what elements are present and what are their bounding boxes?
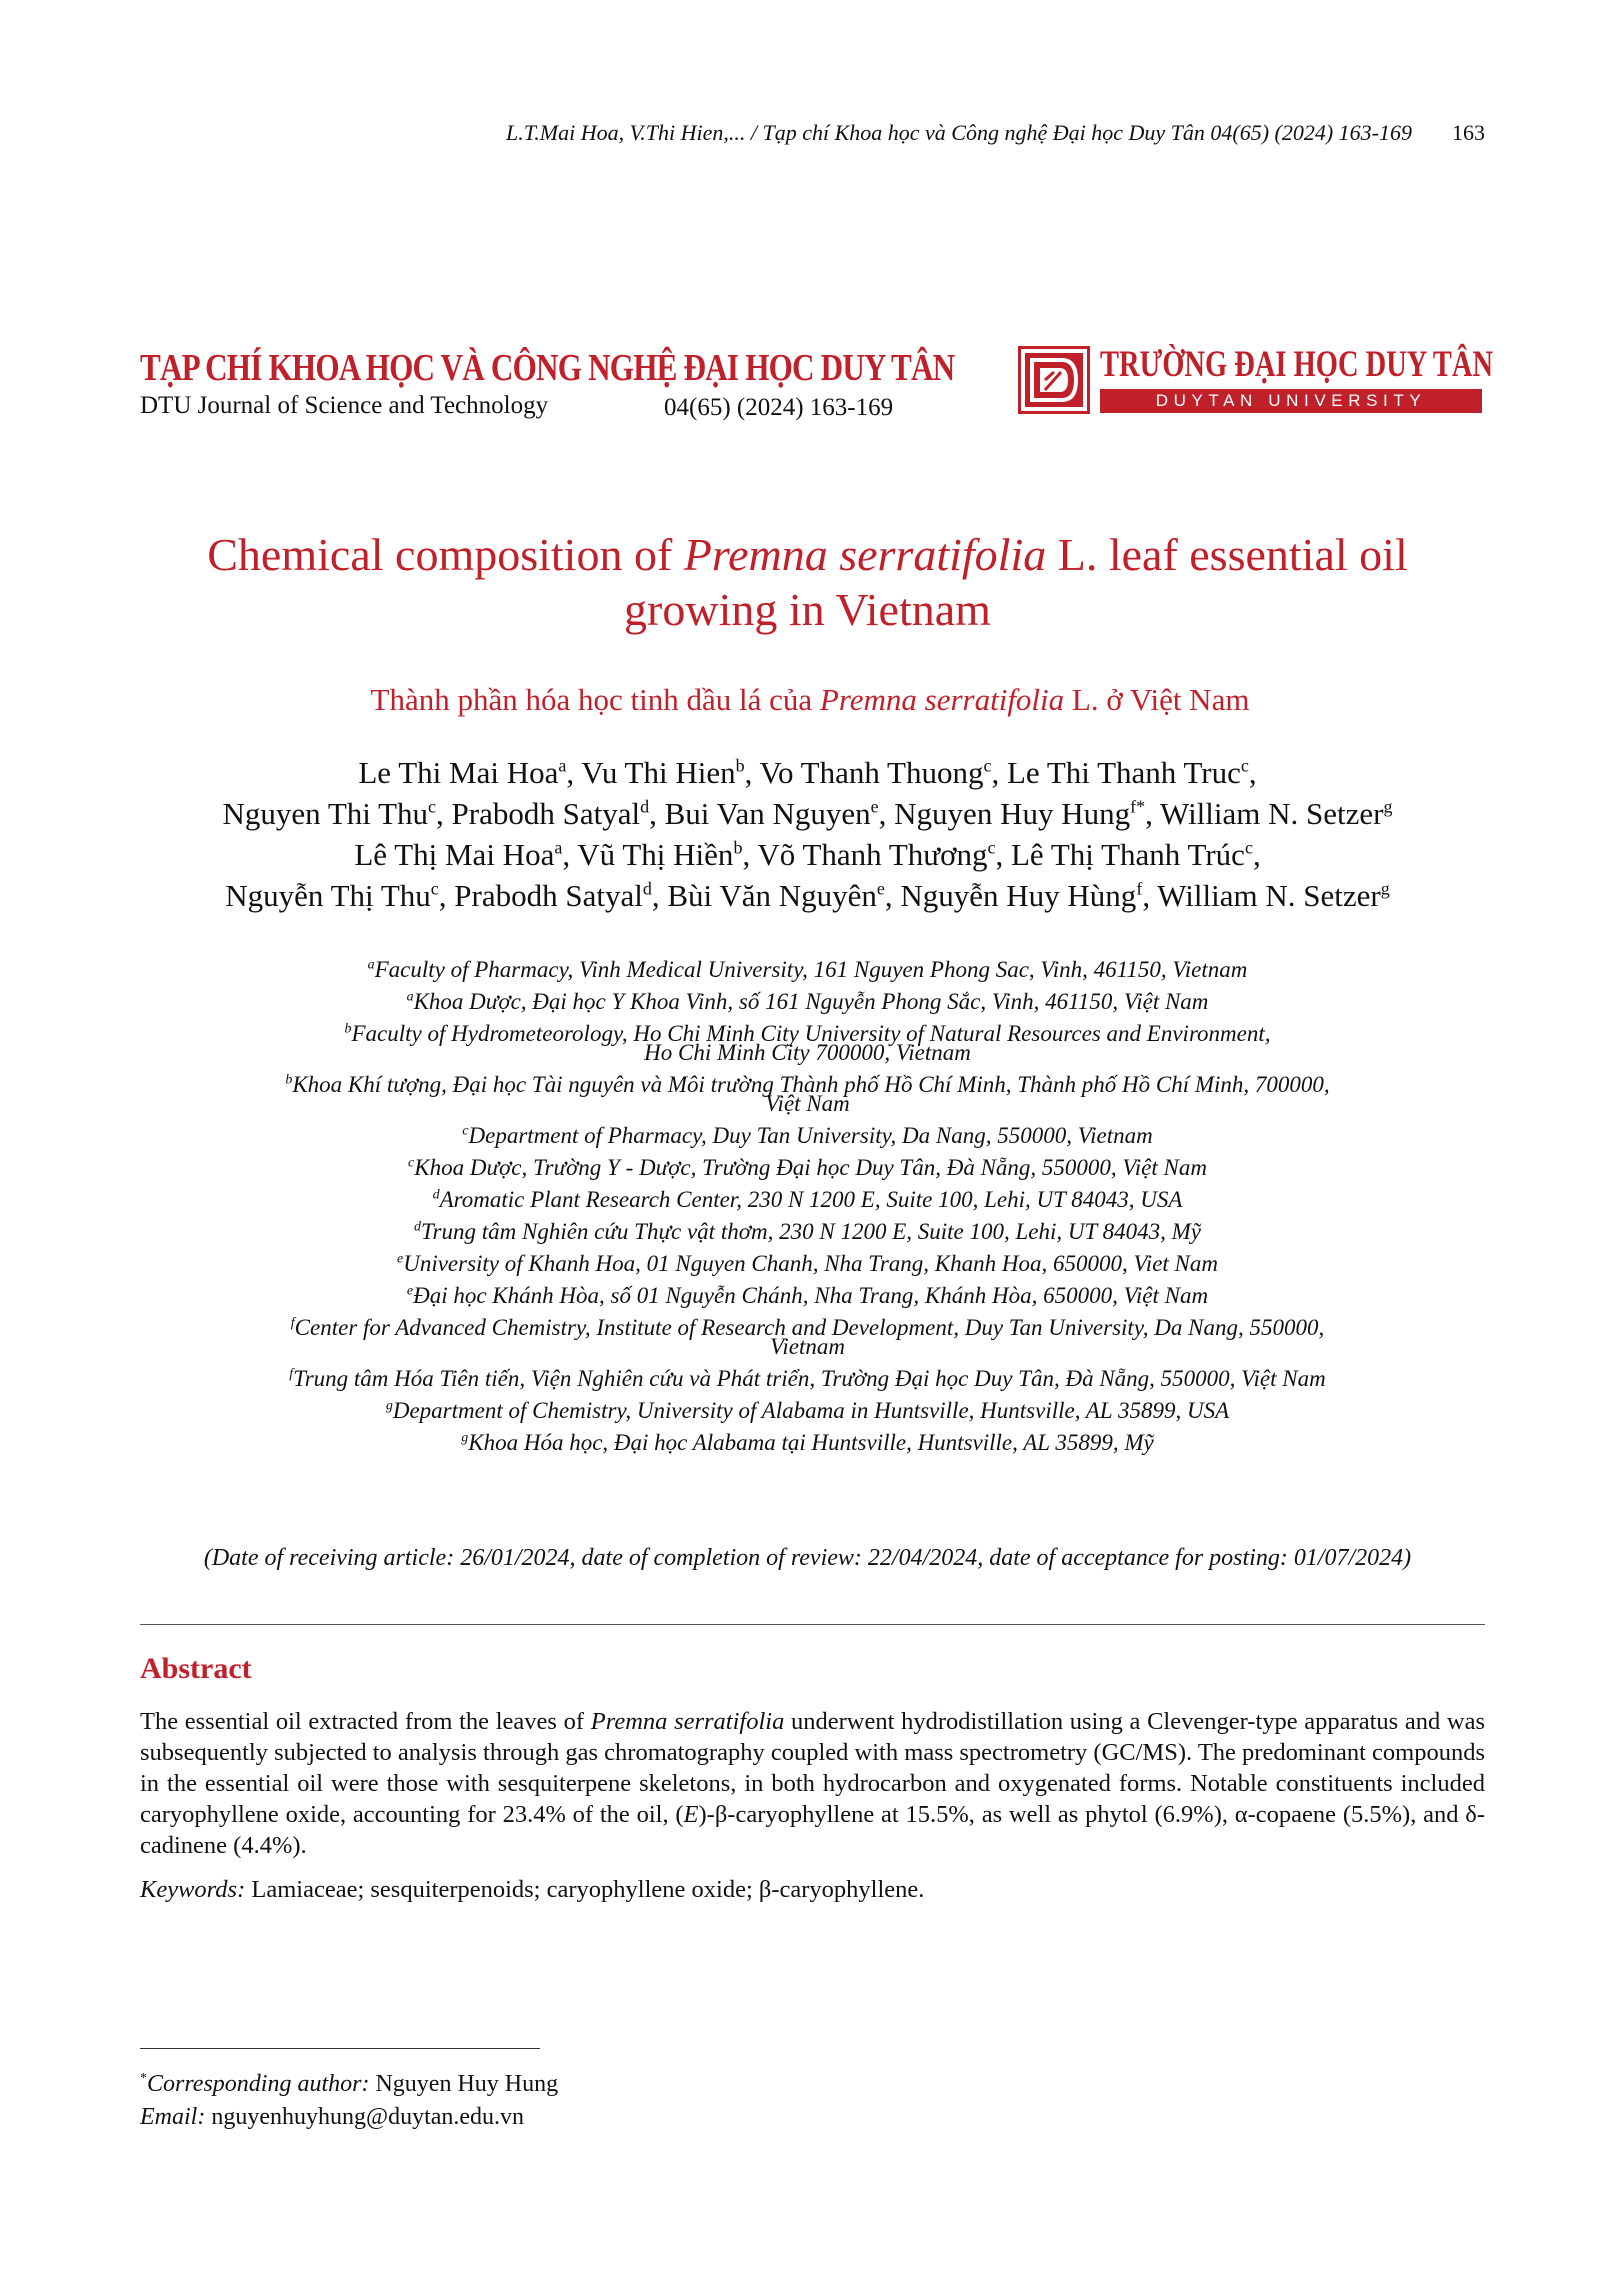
author-affiliation-mark: c bbox=[428, 796, 437, 817]
affiliation-item: $^b$Faculty of Hydrometeorology, Ho Chi Minh City University of Natural Resources and Environment, Ho Chi Minh City 700000, Vietnam bbox=[344, 1021, 1271, 1065]
university-logo-icon bbox=[1018, 346, 1090, 414]
author-name: Prabodh Satyal bbox=[454, 878, 643, 913]
university-name-en: DUYTAN UNIVERSITY bbox=[1100, 389, 1482, 413]
keywords-text: Lamiaceae; sesquiterpenoids; caryophyllene oxide; β-caryophyllene. bbox=[245, 1876, 925, 1903]
subtitle-species: Premna serratifolia bbox=[819, 682, 1065, 717]
keywords bbox=[140, 1876, 1485, 1904]
author-list bbox=[120, 752, 1495, 916]
author-name: Le Thi Thanh Truc bbox=[1006, 755, 1241, 790]
author-name: William N. Setzer bbox=[1157, 878, 1381, 913]
journal-issue: 04(65) (2024) 163-169 bbox=[664, 394, 894, 421]
affiliation-item: $^d$Trung tâm Nghiên cứu Thực vật thơm, 230 N 1200 E, Suite 100, Lehi, UT 84043, Mỹ bbox=[414, 1219, 1201, 1244]
author-name: Le Thi Mai Hoa bbox=[358, 755, 559, 790]
author-name: Nguyen Huy Hung bbox=[894, 796, 1131, 831]
article-title: Chemical composition of Premna serratifolia L. leaf essential oil growing in Vietnam bbox=[207, 529, 1408, 635]
author-affiliation-mark: b bbox=[735, 755, 745, 776]
author-affiliation-mark: g bbox=[1383, 796, 1393, 817]
footnote-divider bbox=[140, 2048, 540, 2049]
journal-title-en: DTU Journal of Science and Technology bbox=[140, 392, 549, 419]
author-name: Lê Thị Thanh Trúc bbox=[1010, 837, 1245, 872]
affiliation-item: $^f$Center for Advanced Chemistry, Institute of Research and Development, Duy Tan University, Da Nang, 550000, Vietnam bbox=[290, 1315, 1325, 1359]
title-species: Premna serratifolia bbox=[683, 529, 1047, 580]
author-affiliation-mark: c bbox=[983, 755, 992, 776]
author-name: Nguyễn Huy Hùng bbox=[900, 878, 1137, 913]
authors-en-line-1: Le Thi Mai Hoa$^a$, Vu Thi Hien$^b$, Vo Thanh Thuong$^c$, Le Thi Thanh Truc$^c$, bbox=[358, 755, 1257, 790]
author-name: William N. Setzer bbox=[1160, 796, 1384, 831]
author-affiliation-mark: c bbox=[987, 837, 996, 858]
author-name: Lê Thị Mai Hoa bbox=[354, 837, 555, 872]
author-name: Bùi Văn Nguyên bbox=[667, 878, 877, 913]
affiliation-item: $^g$Department of Chemistry, University of Alabama in Huntsville, Huntsville, AL 35899, USA bbox=[385, 1398, 1230, 1423]
page-number: 163 bbox=[1452, 120, 1485, 145]
affiliation-item: $^c$Khoa Dược, Trường Y - Dược, Trường Đại học Duy Tân, Đà Nẵng, 550000, Việt Nam bbox=[408, 1155, 1207, 1180]
author-affiliation-mark: f* bbox=[1130, 796, 1146, 817]
author-affiliation-mark: e bbox=[876, 878, 885, 899]
affiliation-item: $^g$Khoa Hóa học, Đại học Alabama tại Huntsville, Huntsville, AL 35899, Mỹ bbox=[461, 1430, 1154, 1455]
affiliation-list bbox=[150, 954, 1465, 1459]
affiliation-item: $^b$Khoa Khí tượng, Đại học Tài nguyên và Môi trường Thành phố Hồ Chí Minh, Thành phố Hồ Chí Minh, 700000, Việt Nam bbox=[285, 1072, 1330, 1116]
author-affiliation-mark: c bbox=[1244, 837, 1253, 858]
abstract-heading: Abstract bbox=[140, 1652, 252, 1685]
author-affiliation-mark: d bbox=[640, 796, 650, 817]
author-affiliation-mark: c bbox=[1240, 755, 1249, 776]
author-name: Nguyễn Thị Thu bbox=[225, 878, 431, 913]
author-affiliation-mark: g bbox=[1380, 878, 1390, 899]
author-affiliation-mark: c bbox=[430, 878, 439, 899]
author-affiliation-mark: f bbox=[1136, 878, 1143, 899]
keywords-label: Keywords: bbox=[140, 1876, 246, 1903]
affiliation-item: $^a$Khoa Dược, Đại học Y Khoa Vinh, số 161 Nguyễn Phong Sắc, Vinh, 461150, Việt Nam bbox=[406, 989, 1209, 1014]
author-name: Nguyen Thi Thu bbox=[222, 796, 429, 831]
author-name: Vo Thanh Thuong bbox=[759, 755, 984, 790]
author-name: Vu Thi Hien bbox=[581, 755, 736, 790]
author-name: Võ Thanh Thương bbox=[757, 837, 988, 872]
journal-title-vn: TẠP CHÍ KHOA HỌC VÀ CÔNG NGHỆ ĐẠI HỌC DUY TÂN bbox=[140, 347, 955, 389]
university-name-vn: TRƯỜNG ĐẠI HỌC DUY TÂN bbox=[1100, 344, 1494, 385]
affiliation-item: $^d$Aromatic Plant Research Center, 230 N 1200 E, Suite 100, Lehi, UT 84043, USA bbox=[432, 1187, 1183, 1212]
affiliation-item: $^e$Đại học Khánh Hòa, số 01 Nguyễn Chánh, Nha Trang, Khánh Hòa, 650000, Việt Nam bbox=[406, 1283, 1209, 1308]
author-affiliation-mark: d bbox=[642, 878, 652, 899]
affiliation-item: $^c$Department of Pharmacy, Duy Tan University, Da Nang, 550000, Vietnam bbox=[462, 1123, 1153, 1148]
author-name: Vũ Thị Hiền bbox=[577, 837, 734, 872]
footnote bbox=[140, 2068, 558, 2134]
author-affiliation-mark: a bbox=[554, 837, 563, 858]
authors-en-line-2: Nguyen Thi Thu$^c$, Prabodh Satyal$^d$, Bui Van Nguyen$^e$, Nguyen Huy Hung$^{f*}$, William N. Setzer$^g$ bbox=[222, 796, 1393, 831]
article-title-vn: Thành phần hóa học tinh dầu lá của Premna serratifolia L. ở Việt Nam bbox=[370, 682, 1250, 717]
authors-vn-line-2: Nguyễn Thị Thu$^c$, Prabodh Satyal$^d$, Bùi Văn Nguyên$^e$, Nguyễn Huy Hùng$^f$, William N. Setzer$^g$ bbox=[225, 878, 1390, 913]
article-dates: (Date of receiving article: 26/01/2024, date of completion of review: 22/04/2024, date of acceptance for posting: 01/07/2024) bbox=[203, 1545, 1412, 1571]
running-header bbox=[140, 120, 1485, 146]
corresponding-email[interactable]: Email: nguyenhuyhung@duytan.edu.vn bbox=[140, 2104, 525, 2130]
author-name: Bui Van Nguyen bbox=[664, 796, 871, 831]
author-affiliation-mark: a bbox=[558, 755, 567, 776]
author-affiliation-mark: b bbox=[733, 837, 743, 858]
section-divider bbox=[140, 1624, 1485, 1625]
abstract-text: The essential oil extracted from the leaves of Premna serratifolia underwent hydrodistillation using a Clevenger-type apparatus and was subsequently subjected to analysis through gas chromatography coupled with mass spectrometry (GC/MS). The predominant compounds in the essential oil were those with sesquiterpene skeletons, in both hydrocarbon and oxygenated forms. Notable constituents included caryophyllene oxide, accounting for 23.4% of the oil, (E)-β-caryophyllene at 15.5%, as well as phytol (6.9%), α-copaene (5.5%), and δ-cadinene (4.4%). bbox=[140, 1708, 1486, 1859]
author-affiliation-mark: e bbox=[870, 796, 879, 817]
running-citation: L.T.Mai Hoa, V.Thi Hien,... / Tạp chí Khoa học và Công nghệ Đại học Duy Tân 04(65) (2024) 163-169 bbox=[505, 120, 1412, 145]
corresponding-author: *Corresponding author: Nguyen Huy Hung bbox=[140, 2071, 559, 2097]
affiliation-item: $^f$Trung tâm Hóa Tiên tiến, Viện Nghiên cứu và Phát triển, Trường Đại học Duy Tân, Đà Nẵng, 550000, Việt Nam bbox=[289, 1366, 1326, 1391]
author-name: Prabodh Satyal bbox=[451, 796, 641, 831]
authors-vn-line-1: Lê Thị Mai Hoa$^a$, Vũ Thị Hiền$^b$, Võ Thanh Thương$^c$, Lê Thị Thanh Trúc$^c$, bbox=[354, 837, 1261, 872]
affiliation-item: $^a$Faculty of Pharmacy, Vinh Medical University, 161 Nguyen Phong Sac, Vinh, 461150, Vietnam bbox=[367, 957, 1248, 982]
affiliation-item: $^e$University of Khanh Hoa, 01 Nguyen Chanh, Nha Trang, Khanh Hoa, 650000, Viet Nam bbox=[396, 1251, 1218, 1276]
